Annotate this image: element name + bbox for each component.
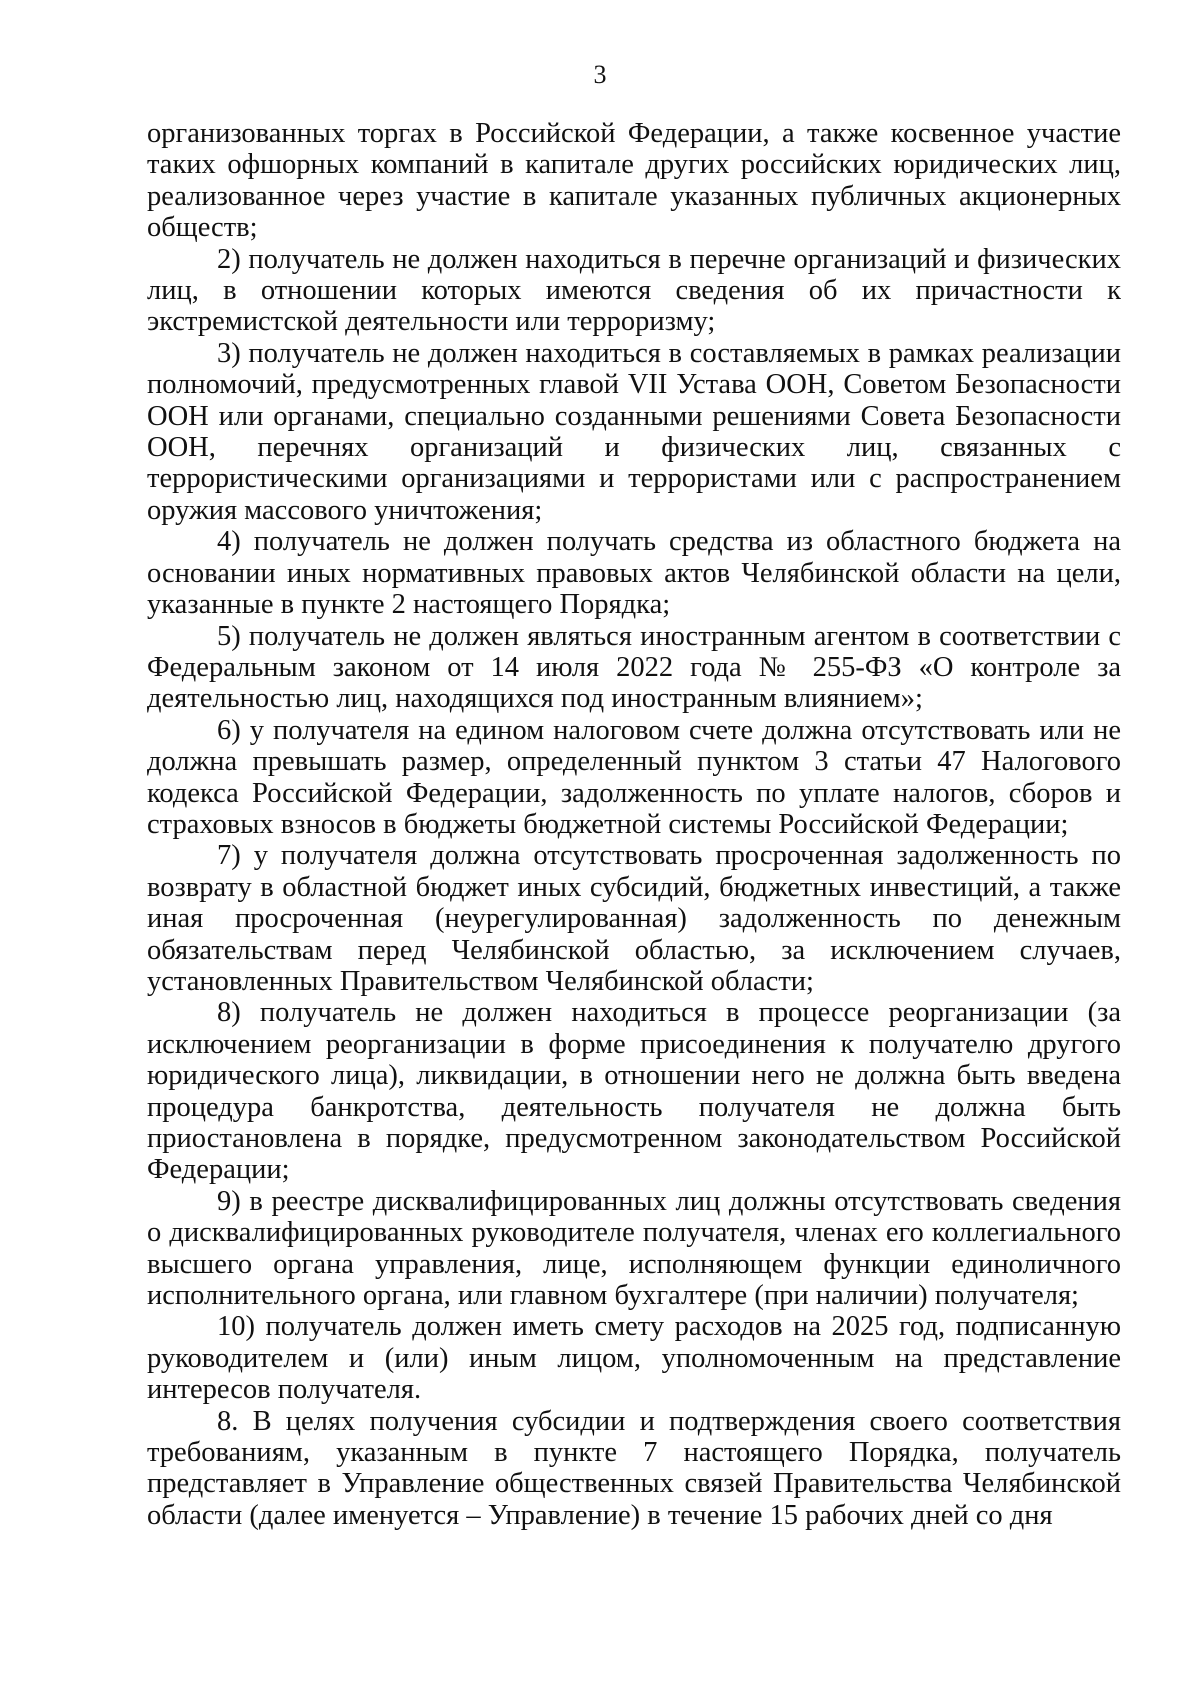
paragraph-continuation: организованных торгах в Российской Федерации, а также косвенное участие таких офшорных компаний в капитале других российских юридических лиц, реализованное через участие в капитале указанных публичных акционерных обществ; <box>147 118 1121 244</box>
page-number: 3 <box>593 60 607 89</box>
paragraph-section-8: 8. В целях получения субсидии и подтверждения своего соответствия требованиям, указанным в пункте 7 настоящего Порядка, получатель представляет в Управление общественных связей Правительства Челябинской области (далее именуется – Управление) в течение 15 рабочих дней со дня <box>147 1405 1121 1531</box>
paragraph-item-9: 9) в реестре дисквалифицированных лиц должны отсутствовать сведения о дисквалифицированных руководителе получателя, членах его коллегиального высшего органа управления, лице, исполняющем функции единоличного исполнительного органа, или главном бухгалтере (при наличии) получателя; <box>147 1185 1121 1312</box>
paragraph-item-5: 5) получатель не должен являться иностранным агентом в соответствии с Федеральным законом от 14 июля 2022 года № 255-ФЗ «О контроле за деятельностью лиц, находящихся под иностранным влиянием»; <box>147 620 1121 715</box>
paragraph-item-10: 10) получатель должен иметь смету расходов на 2025 год, подписанную руководителем и (или) иным лицом, уполномоченным на представление интересов получателя. <box>147 1311 1121 1406</box>
paragraph-item-8: 8) получатель не должен находиться в процессе реорганизации (за исключением реорганизации в форме присоединения к получателю другого юридического лица), ликвидации, в отношении него не должна быть введена процедура банкротства, деятельность получателя не должна быть приостановлена в порядке, предусмотренном законодательством Российской Федерации; <box>147 997 1121 1186</box>
paragraph-item-2: 2) получатель не должен находиться в перечне организаций и физических лиц, в отношении которых имеются сведения об их причастности к экстремистской деятельности или терроризму; <box>147 243 1121 338</box>
paragraph-item-7: 7) у получателя должна отсутствовать просроченная задолженность по возврату в областной бюджет иных субсидий, бюджетных инвестиций, а также иная просроченная (неурегулированная) задолженность по денежным обязательствам перед Челябинской областью, за исключением случаев, установленных Правительством Челябинской области; <box>147 840 1121 997</box>
document-body <box>147 118 1121 1531</box>
paragraph-item-4: 4) получатель не должен получать средства из областного бюджета на основании иных нормативных правовых актов Челябинской области на цели, указанные в пункте 2 настоящего Порядка; <box>147 526 1121 621</box>
paragraph-item-3: 3) получатель не должен находиться в составляемых в рамках реализации полномочий, предусмотренных главой VII Устава ООН, Советом Безопасности ООН или органами, специально созданными решениями Совета Безопасности ООН, перечнях организаций и физических лиц, связанных с террористическими организациями и террористами или с распространением оружия массового уничтожения; <box>147 337 1121 526</box>
paragraph-item-6: 6) у получателя на едином налоговом счете должна отсутствовать или не должна превышать размер, определенный пунктом 3 статьи 47 Налогового кодекса Российской Федерации, задолженность по уплате налогов, сборов и страховых взносов в бюджеты бюджетной системы Российской Федерации; <box>147 714 1121 840</box>
